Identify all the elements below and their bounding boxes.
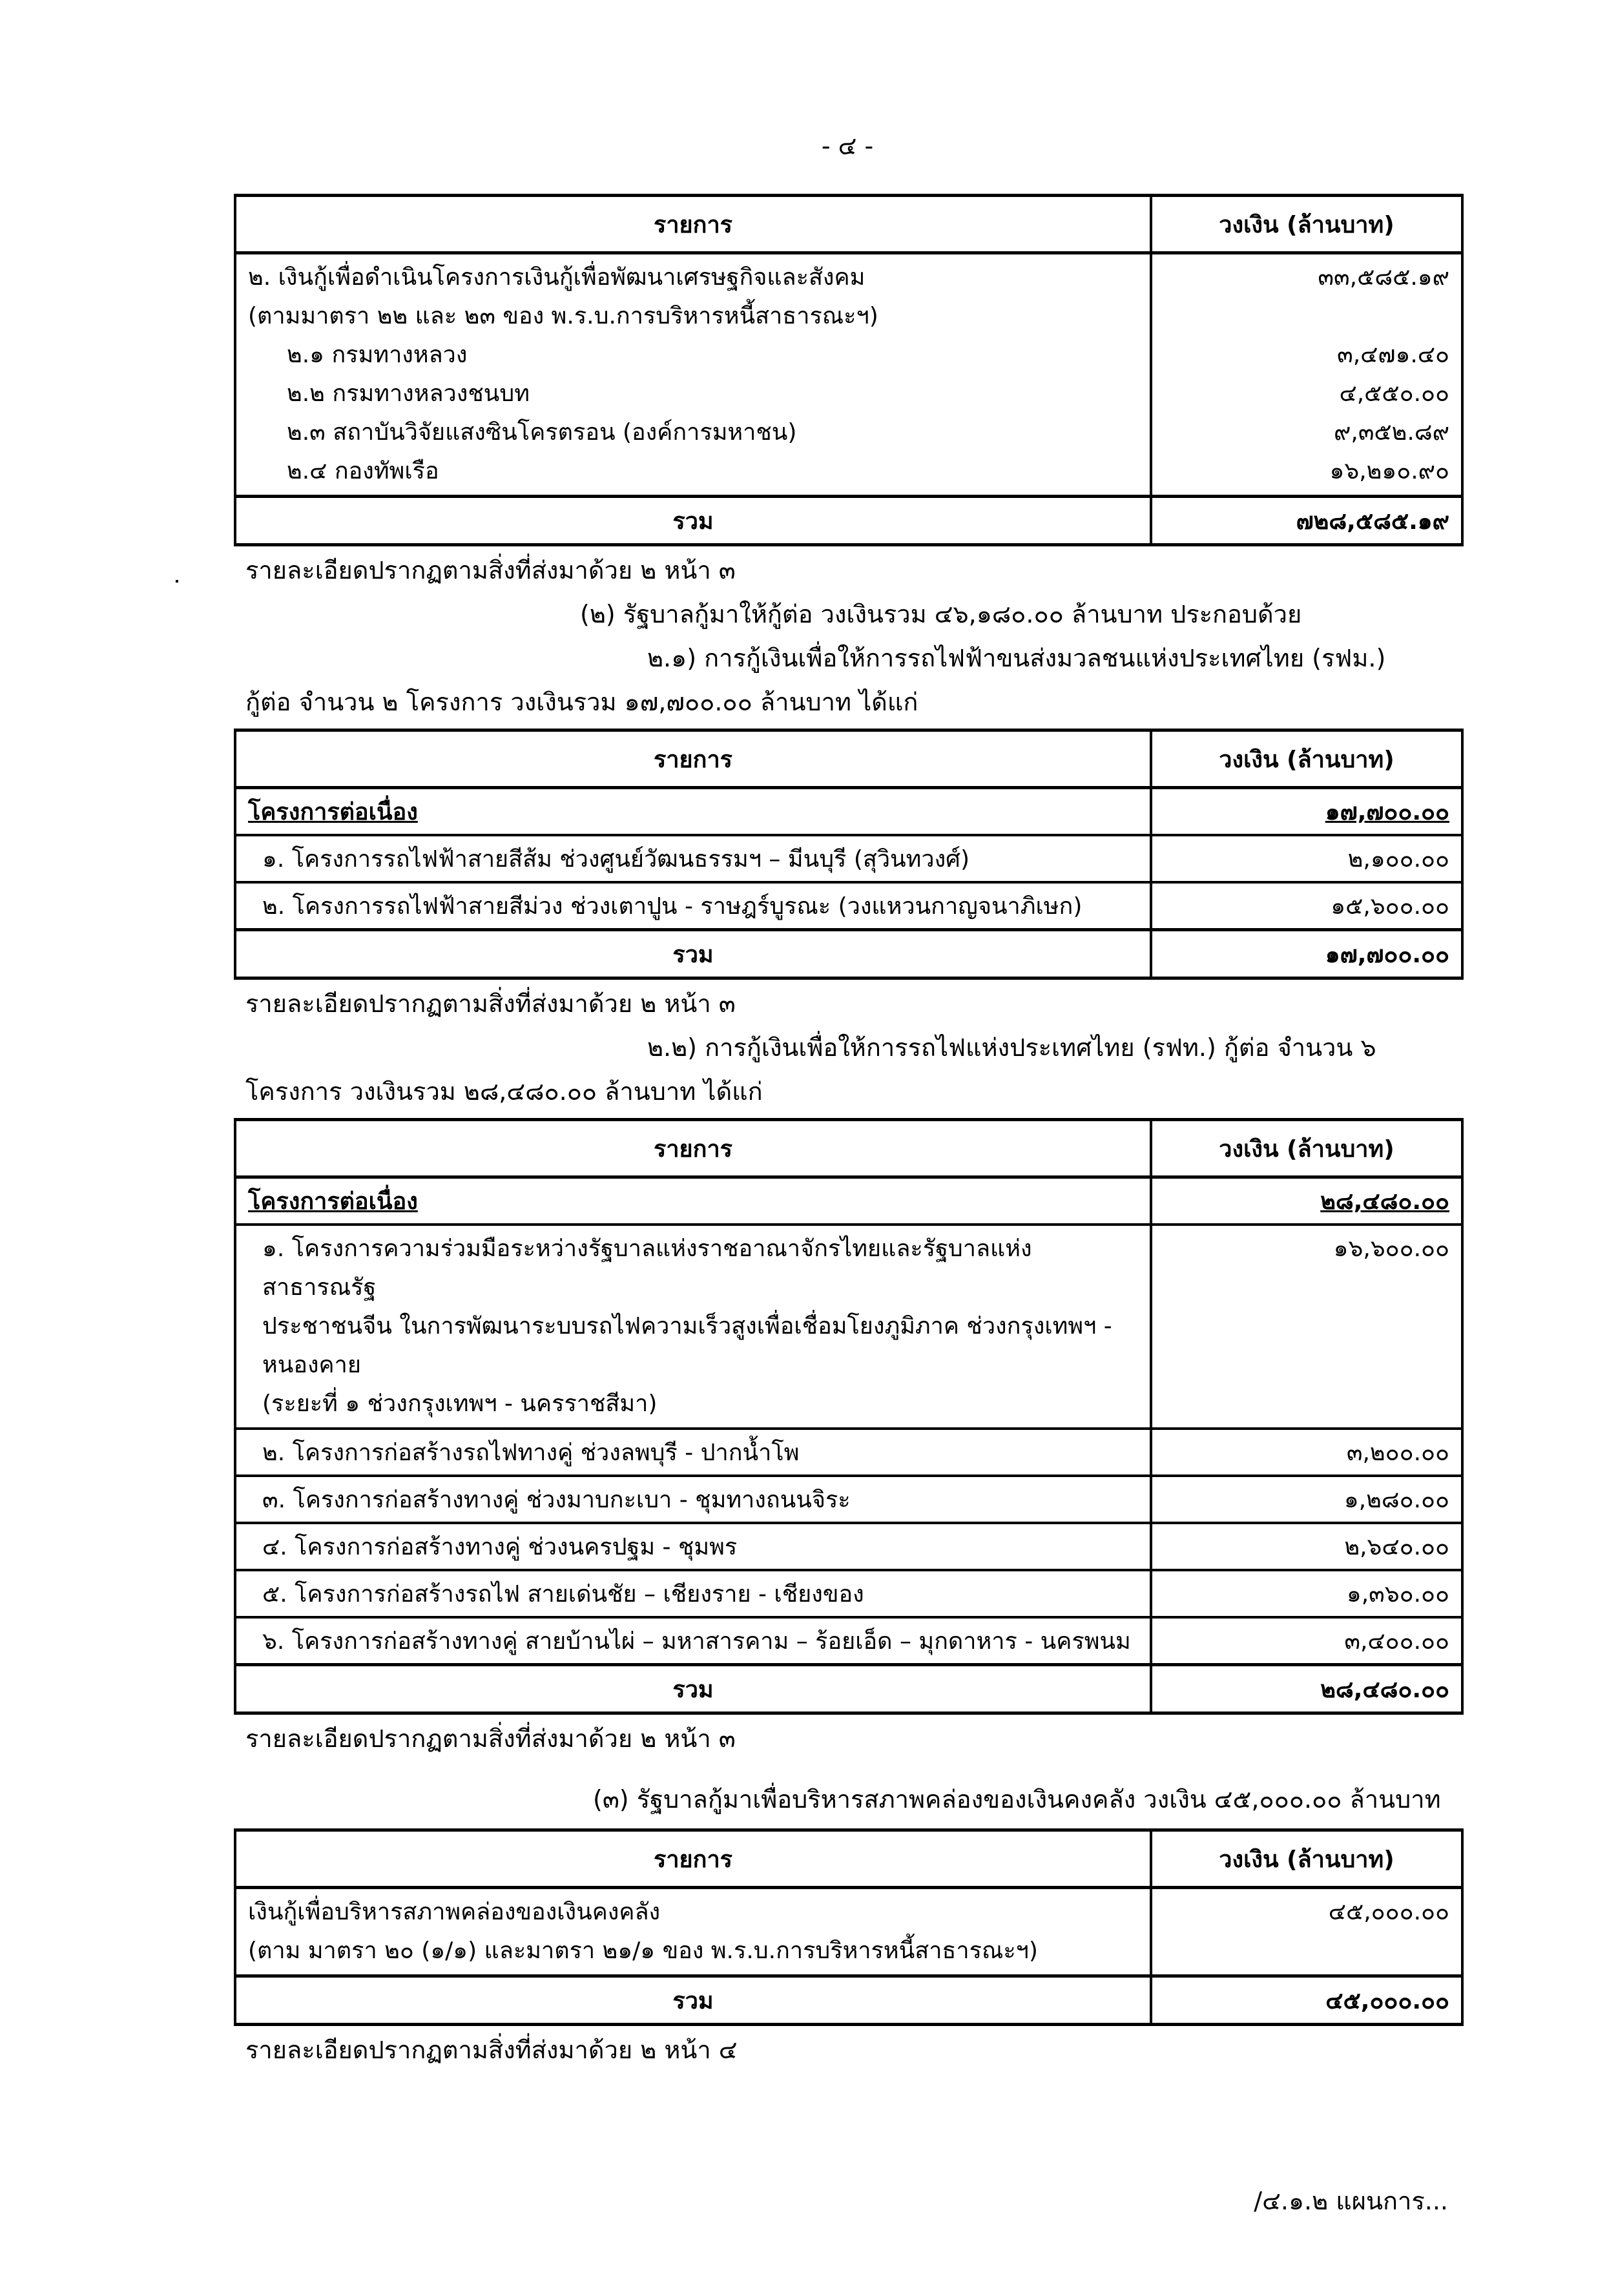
- total-amount: ๔๕,๐๐๐.๐๐: [1151, 1976, 1462, 2025]
- column-header-item: รายการ: [235, 1120, 1151, 1177]
- table-row: [235, 1523, 1462, 1570]
- total-amount: ๗๒๘,๕๘๕.๑๙: [1151, 497, 1462, 545]
- paragraph-mrta-line2: กู้ต่อ จำนวน ๒ โครงการ วงเงินรวม ๑๗,๗๐๐.๐๐ ล้านบาท ได้แก่: [245, 688, 918, 716]
- column-header-amount: วงเงิน (ล้านบาท): [1151, 1120, 1462, 1177]
- row-item: ๓. โครงการก่อสร้างทางคู่ ช่วงมาบกะเบา - ชุมทางถนนจิระ: [235, 1476, 1151, 1523]
- column-header-item: รายการ: [235, 1830, 1151, 1888]
- row-amount: ๓,๔๗๑.๔๐: [1337, 342, 1449, 368]
- row-item-line: ๒.๒ กรมทางหลวงชนบท: [287, 380, 530, 407]
- row-item: ๒. โครงการรถไฟฟ้าสายสีม่วง ช่วงเตาปูน - ราษฎร์บูรณะ (วงแหวนกาญจนาภิเษก): [235, 882, 1151, 930]
- paragraph-treasury-intro: (๓) รัฐบาลกู้มาเพื่อบริหารสภาพคล่องของเงินคงคลัง วงเงิน ๔๕,๐๐๐.๐๐ ล้านบาท: [593, 1785, 1441, 1814]
- row-item: ๑. โครงการรถไฟฟ้าสายสีส้ม ช่วงศูนย์วัฒนธรรมฯ – มีนบุรี (สุวินทวงศ์): [235, 835, 1151, 882]
- group-label: โครงการต่อเนื่อง: [248, 1188, 418, 1215]
- row-amount: ๑,๒๘๐.๐๐: [1151, 1476, 1462, 1523]
- row-amount: ๒,๑๐๐.๐๐: [1151, 835, 1462, 882]
- column-header-item: รายการ: [235, 730, 1151, 788]
- row-item: ๕. โครงการก่อสร้างรถไฟ สายเด่นชัย – เชียงราย - เชียงของ: [235, 1570, 1151, 1617]
- paragraph-srt-line1: ๒.๒) การกู้เงินเพื่อให้การรถไฟแห่งประเทศไทย (รฟท.) กู้ต่อ จำนวน ๖: [647, 1033, 1376, 1062]
- table-srt-projects: [234, 1118, 1464, 1715]
- row-item-line: เงินกู้เพื่อบริหารสภาพคล่องของเงินคงคลัง: [248, 1899, 661, 1925]
- table-row: [235, 835, 1462, 882]
- column-header-amount: วงเงิน (ล้านบาท): [1151, 730, 1462, 788]
- row-item-line: ๒. เงินกู้เพื่อดำเนินโครงการเงินกู้เพื่อพัฒนาเศรษฐกิจและสังคม: [248, 264, 866, 291]
- row-amount: ๔๕,๐๐๐.๐๐: [1328, 1899, 1449, 1925]
- total-label: รวม: [235, 1665, 1151, 1713]
- total-amount: ๑๗,๗๐๐.๐๐: [1151, 930, 1462, 978]
- group-amount: ๒๘,๔๘๐.๐๐: [1320, 1188, 1449, 1215]
- total-row: [235, 1665, 1462, 1713]
- table-row: [235, 1570, 1462, 1617]
- table-treasury-liquidity: [234, 1828, 1464, 2026]
- total-label: รวม: [235, 497, 1151, 545]
- paragraph-onlending-intro: (๒) รัฐบาลกู้มาให้กู้ต่อ วงเงินรวม ๔๖,๑๘๐.๐๐ ล้านบาท ประกอบด้วย: [580, 600, 1302, 628]
- table-row: [235, 253, 1462, 497]
- group-label: โครงการต่อเนื่อง: [248, 799, 418, 825]
- row-amount: ๑,๓๖๐.๐๐: [1151, 1570, 1462, 1617]
- column-header-amount: วงเงิน (ล้านบาท): [1151, 196, 1462, 253]
- page-number: - ๔ -: [821, 132, 874, 160]
- row-amount: ๑๖,๒๑๐.๙๐: [1329, 458, 1449, 484]
- row-amount: ๓,๔๐๐.๐๐: [1151, 1617, 1462, 1665]
- column-header-amount: วงเงิน (ล้านบาท): [1151, 1830, 1462, 1888]
- row-amount: ๙,๓๕๒.๘๙: [1334, 419, 1449, 446]
- table-row: [235, 882, 1462, 930]
- table-row: [235, 1429, 1462, 1476]
- row-amount: ๑๕,๖๐๐.๐๐: [1151, 882, 1462, 930]
- row-item-line: (ตามมาตรา ๒๒ และ ๒๓ ของ พ.ร.บ.การบริหารหนี้สาธารณะฯ): [248, 303, 878, 329]
- detail-reference: รายละเอียดปรากฏตามสิ่งที่ส่งมาด้วย ๒ หน้า ๓: [245, 556, 736, 584]
- group-row: [235, 788, 1462, 836]
- detail-reference: รายละเอียดปรากฏตามสิ่งที่ส่งมาด้วย ๒ หน้า ๓: [245, 989, 736, 1018]
- table-row: [235, 1888, 1462, 1976]
- total-amount: ๒๘,๔๘๐.๐๐: [1151, 1665, 1462, 1713]
- row-item-line: ๒.๓ สถาบันวิจัยแสงซินโครตรอน (องค์การมหาชน): [287, 419, 797, 446]
- table-row: [235, 1617, 1462, 1665]
- row-item-line: ๒.๔ กองทัพเรือ: [287, 458, 439, 484]
- row-item-line: ๑. โครงการความร่วมมือระหว่างรัฐบาลแห่งราชอาณาจักรไทยและรัฐบาลแห่งสาธารณรัฐ: [262, 1236, 1032, 1301]
- table-economic-social-loans: [234, 194, 1464, 546]
- row-item-line: (ตาม มาตรา ๒๐ (๑/๑) และมาตรา ๒๑/๑ ของ พ.ร.บ.การบริหารหนี้สาธารณะฯ): [248, 1938, 1038, 1964]
- table-mrta-projects: [234, 729, 1464, 980]
- total-label: รวม: [235, 930, 1151, 978]
- column-header-item: รายการ: [235, 196, 1151, 253]
- paragraph-srt-line2: โครงการ วงเงินรวม ๒๘,๔๘๐.๐๐ ล้านบาท ได้แก่: [245, 1077, 763, 1106]
- row-amount: ๔,๕๕๐.๐๐: [1339, 380, 1449, 407]
- group-amount: ๑๗,๗๐๐.๐๐: [1325, 799, 1449, 825]
- row-item: ๔. โครงการก่อสร้างทางคู่ ช่วงนครปฐม - ชุมพร: [235, 1523, 1151, 1570]
- continuation-marker: /๔.๑.๒ แผนการ...: [1254, 2187, 1448, 2215]
- row-item: ๖. โครงการก่อสร้างทางคู่ สายบ้านไผ่ – มหาสารคาม – ร้อยเอ็ด – มุกดาหาร - นครพนม: [235, 1617, 1151, 1665]
- paragraph-mrta-line1: ๒.๑) การกู้เงินเพื่อให้การรถไฟฟ้าขนส่งมวลชนแห่งประเทศไทย (รฟม.): [647, 644, 1386, 672]
- total-row: [235, 497, 1462, 545]
- detail-reference: รายละเอียดปรากฏตามสิ่งที่ส่งมาด้วย ๒ หน้า ๔: [245, 2036, 738, 2064]
- row-item-line: (ระยะที่ ๑ ช่วงกรุงเทพฯ - นครราชสีมา): [262, 1391, 658, 1417]
- table-row: [235, 1476, 1462, 1523]
- row-item-line: ๒.๑ กรมทางหลวง: [287, 342, 468, 368]
- total-label: รวม: [235, 1976, 1151, 2025]
- row-amount-spacer: [1164, 297, 1449, 336]
- row-amount: ๒,๖๔๐.๐๐: [1151, 1523, 1462, 1570]
- table-row: [235, 1225, 1462, 1429]
- row-amount: ๑๖,๖๐๐.๐๐: [1333, 1236, 1449, 1262]
- row-item: ๒. โครงการก่อสร้างรถไฟทางคู่ ช่วงลพบุรี - ปากน้ำโพ: [235, 1429, 1151, 1476]
- row-amount: ๓,๒๐๐.๐๐: [1151, 1429, 1462, 1476]
- row-amount: ๓๓,๕๘๕.๑๙: [1318, 264, 1449, 291]
- total-row: [235, 930, 1462, 978]
- detail-reference: รายละเอียดปรากฏตามสิ่งที่ส่งมาด้วย ๒ หน้า ๓: [245, 1724, 736, 1753]
- group-row: [235, 1177, 1462, 1225]
- total-row: [235, 1976, 1462, 2025]
- row-item-line: ประชาชนจีน ในการพัฒนาระบบรถไฟความเร็วสูงเพื่อเชื่อมโยงภูมิภาค ช่วงกรุงเทพฯ - หนองคาย: [262, 1313, 1112, 1378]
